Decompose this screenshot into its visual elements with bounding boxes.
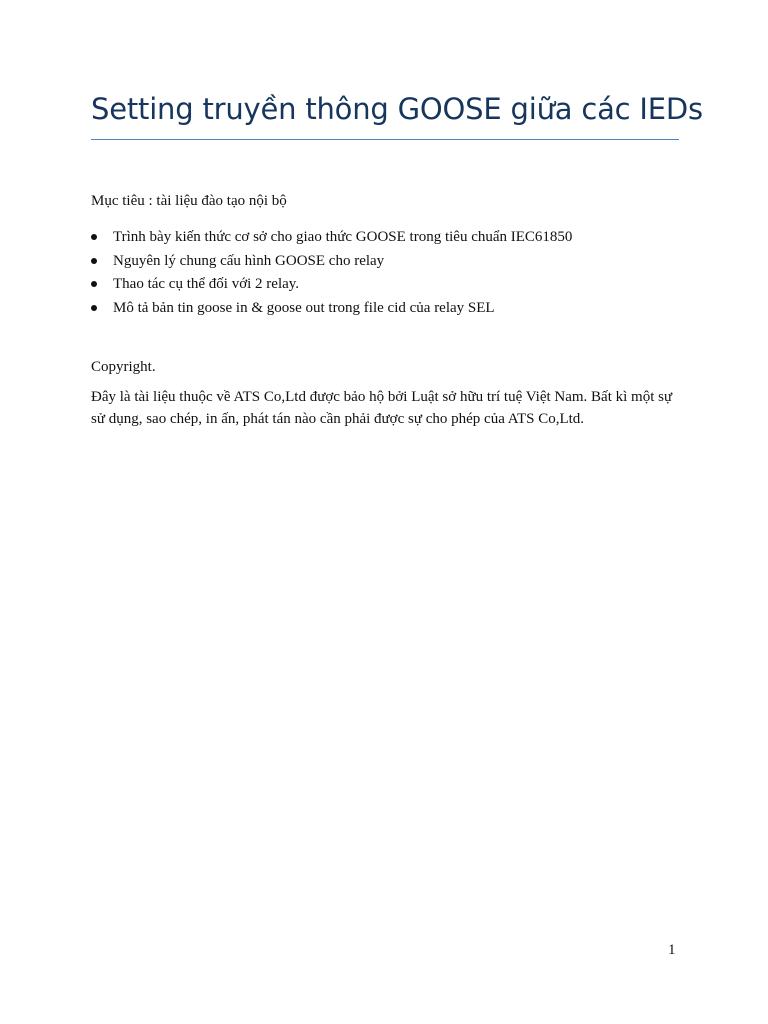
title-underline-rule xyxy=(91,139,679,140)
bullet-icon xyxy=(91,234,97,240)
bullet-text: Mô tả bản tin goose in & goose out trong file cid của relay SEL xyxy=(113,299,495,316)
goal-line: Mục tiêu : tài liệu đào tạo nội bộ xyxy=(91,193,287,209)
bullet-icon xyxy=(91,281,97,287)
copyright-heading: Copyright. xyxy=(91,359,156,375)
bullet-item xyxy=(91,226,572,250)
page-number: 1 xyxy=(668,942,676,958)
bullet-text: Trình bày kiến thức cơ sở cho giao thức GOOSE trong tiêu chuẩn IEC61850 xyxy=(113,229,573,245)
bullet-icon xyxy=(91,305,97,311)
bullet-icon xyxy=(91,258,97,264)
bullet-text: Thao tác cụ thể đối với 2 relay. xyxy=(113,276,300,292)
bullet-item xyxy=(91,250,572,274)
document-title: Setting truyền thông GOOSE giữa các IEDs xyxy=(91,92,703,126)
copyright-paragraph: Đây là tài liệu thuộc về ATS Co,Ltd được bảo hộ bởi Luật sở hữu trí tuệ Việt Nam. Bất kì một sự sử dụng, sao chép, in ấn, phát tán nào cần phải được sự cho phép của ATS Co,Ltd. xyxy=(91,389,673,427)
bullet-text: Nguyên lý chung cấu hình GOOSE cho relay xyxy=(113,252,385,269)
goal-bullet-list xyxy=(91,226,572,320)
bullet-item xyxy=(91,297,572,321)
bullet-item xyxy=(91,273,572,297)
